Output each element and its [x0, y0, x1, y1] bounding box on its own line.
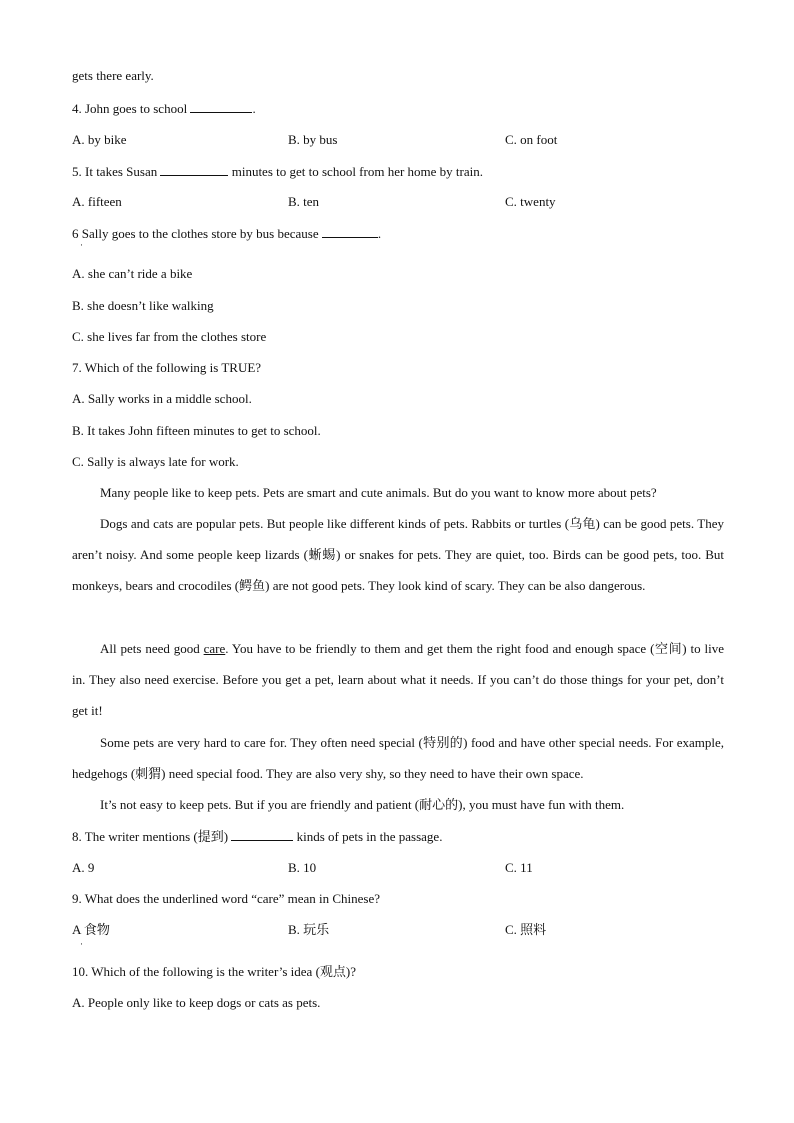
passage-paragraph-3	[72, 633, 724, 726]
question-stem-text: 4. John goes to school	[72, 101, 188, 116]
question-stem-text: minutes to get to school from her home by train.	[231, 164, 484, 179]
question-4-option-b[interactable]: B. by bus	[288, 132, 338, 147]
question-7-option-b[interactable]: B. It takes John fifteen minutes to get to school.	[72, 423, 321, 438]
question-10-stem: 10. Which of the following is the writer’s idea (观点)?	[72, 964, 357, 979]
answer-blank[interactable]	[160, 163, 228, 176]
question-5-stem	[72, 163, 483, 180]
passage-paragraph-2: Dogs and cats are popular pets. But people like different kinds of pets. Rabbits or turtles (乌龟) can be good pets. They aren’t noisy. And some people keep lizards (蜥蜴) or snakes for pets. They are quiet, too. Birds can be good pets, too. But monkeys, bears and crocodiles (鳄鱼) are not good pets. They look kind of scary. They can be also dangerous.	[72, 516, 724, 593]
passage-paragraph-5: It’s not easy to keep pets. But if you are friendly and patient (耐心的), you must have fun with them.	[100, 797, 625, 812]
passage-paragraph-4: Some pets are very hard to care for. They often need special (特别的) food and have other special needs. For example, hedgehogs (刺猬) need special food. They are also very shy, so they need to have their own space.	[72, 735, 724, 781]
question-stem-text: 5. It takes Susan	[72, 164, 158, 179]
question-8-option-a[interactable]: A. 9	[72, 860, 95, 875]
question-stem-text: .	[377, 226, 382, 241]
question-8-stem	[72, 828, 442, 845]
question-9-option-c[interactable]: C. 照料	[505, 922, 547, 937]
paragraph-text: All pets need good	[100, 641, 200, 656]
answer-blank[interactable]	[231, 828, 293, 841]
question-9-option-b[interactable]: B. 玩乐	[288, 922, 330, 937]
question-4-stem	[72, 100, 256, 117]
question-stem-text: .	[252, 101, 256, 116]
question-6-option-a[interactable]: A. she can’t ride a bike	[72, 266, 193, 281]
paragraph-text: . You have to be friendly to them and get them the right food and enough space (空间) to live in. They also need exercise. Before you get a pet, learn about what it needs. If you can’t do those things for your pet, don’t get it!	[72, 641, 725, 718]
question-stem-text: 6 Sally goes to the clothes store by bus because	[72, 226, 319, 241]
question-4-option-c[interactable]: C. on foot	[505, 132, 558, 147]
answer-blank[interactable]	[190, 100, 252, 113]
underlined-word-care: care	[203, 641, 226, 656]
stray-mark: ·	[80, 240, 83, 250]
question-stem-text: 8. The writer mentions (提到)	[72, 829, 229, 844]
question-8-option-c[interactable]: C. 11	[505, 860, 533, 875]
question-4-option-a[interactable]: A. by bike	[72, 132, 127, 147]
question-6-option-c[interactable]: C. she lives far from the clothes store	[72, 329, 267, 344]
question-9-option-a[interactable]: A 食物	[72, 922, 110, 937]
question-10-option-a[interactable]: A. People only like to keep dogs or cats as pets.	[72, 995, 321, 1010]
question-6-stem	[72, 225, 381, 242]
question-8-option-b[interactable]: B. 10	[288, 860, 317, 875]
question-stem-text: kinds of pets in the passage.	[296, 829, 443, 844]
question-7-stem: 7. Which of the following is TRUE?	[72, 360, 262, 375]
question-5-option-c[interactable]: C. twenty	[505, 194, 556, 209]
question-7-option-c[interactable]: C. Sally is always late for work.	[72, 454, 239, 469]
question-5-option-b[interactable]: B. ten	[288, 194, 320, 209]
stray-mark: ·	[80, 939, 83, 949]
question-9-stem: 9. What does the underlined word “care” mean in Chinese?	[72, 891, 381, 906]
passage-paragraph-1: Many people like to keep pets. Pets are smart and cute animals. But do you want to know more about pets?	[100, 485, 657, 500]
question-6-option-b[interactable]: B. she doesn’t like walking	[72, 298, 214, 313]
question-7-option-a[interactable]: A. Sally works in a middle school.	[72, 391, 252, 406]
question-5-option-a[interactable]: A. fifteen	[72, 194, 122, 209]
intro-line: gets there early.	[72, 68, 154, 83]
answer-blank[interactable]	[322, 225, 378, 238]
